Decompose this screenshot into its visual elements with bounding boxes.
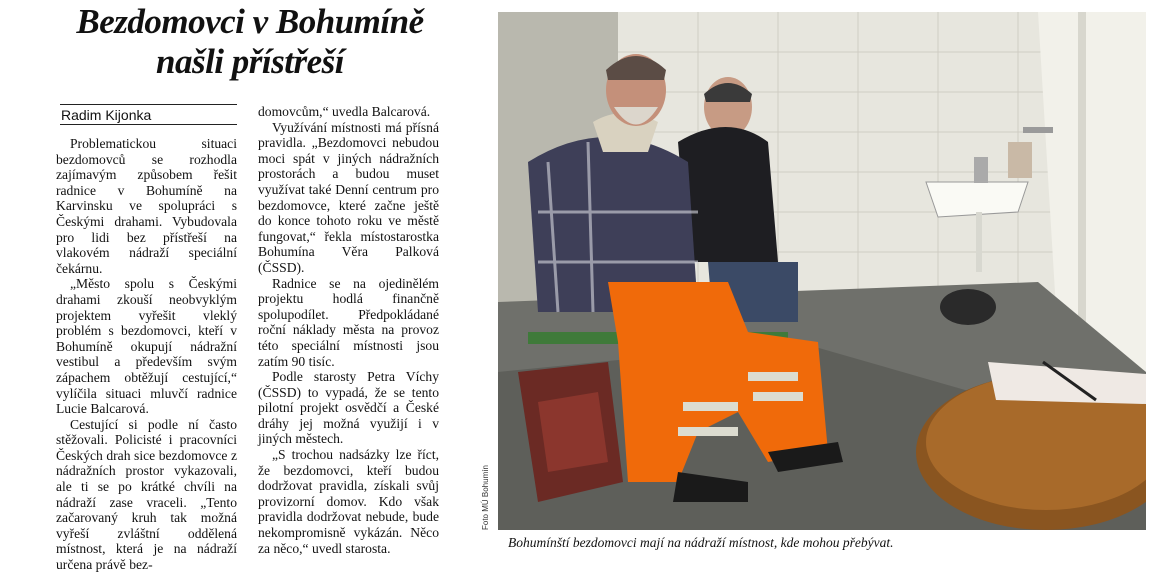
- paragraph: Cestující si podle ní často stěžovali. Policisté i pracovníci Českých drah sice bezdomovce z nádražních prostor vykazovali, ale ti se po krátké chvíli na nádraží zase vraceli. „Tento začarovaný kruh tak možná vyřeší zvláštní oddělená místnost, která je na nádraží určena právě bez-: [56, 416, 237, 573]
- paragraph: Využívání místnosti má přísná pravidla. „Bezdomovci nebudou moci spát v jiných nádražních prostorách a budou muset využívat také Denní centrum pro bezdomovce, které začne ještě do konce tohoto roku ve městě fungovat,“ řekla místostarostka Bohumína Věra Palková (ČSSD).: [258, 119, 439, 275]
- article-headline: [20, 2, 480, 82]
- article-photo: [498, 12, 1146, 530]
- photo-credit: Foto MÚ Bohumín: [481, 465, 490, 530]
- paragraph: „Město spolu s Českými drahami zkouší neobvyklým projektem vyřešit vleklý problém s bezdomovci, kteří v Bohumíně okupují nádražní vestibul a především svým zápachem obtěžují cestující,“ vylíčila situaci mluvčí radnice Lucie Balcarová.: [56, 276, 237, 417]
- paragraph: Radnice se na ojedinělém projektu hodlá finančně spolupodílet. Předpokládané roční náklady města na provoz této speciální místnosti jsou zatím 90 tisíc.: [258, 275, 439, 369]
- photo-illustration: [498, 12, 1146, 530]
- article-column-1: [56, 136, 237, 573]
- headline-line-1: Bezdomovci v Bohumíně: [76, 2, 424, 41]
- paragraph-continuation: domovcům,“ uvedla Balcarová.: [258, 104, 431, 119]
- author-byline: Radim Kijonka: [60, 104, 237, 125]
- paragraph: „S trochou nadsázky lze říct, že bezdomovci, kteří budou dodržovat pravidla, získali svůj provizorní domov. Kdo však pravidla dodržovat nebude, bude nekompromisně vykázán. Něco za něco,“ uvedl starosta.: [258, 447, 439, 556]
- article-column-2: [258, 104, 439, 556]
- headline-line-2: našli přístřeší: [156, 42, 344, 81]
- photo-caption: Bohumínští bezdomovci mají na nádraží místnost, kde mohou přebývat.: [508, 535, 894, 550]
- paragraph: Podle starosty Petra Víchy (ČSSD) to vypadá, že se tento pilotní projekt osvědčí a České dráhy jej možná využijí i v jiných městech.: [258, 369, 439, 447]
- paragraph: Problematickou situaci bezdomovců se rozhodla zajímavým způsobem řešit radnice v Bohumíně na Karvinsku ve spolupráci s Českými drahami. Vybudovala pro lidi bez přístřeší na vlakovém nádraží speciální čekárnu.: [56, 136, 237, 276]
